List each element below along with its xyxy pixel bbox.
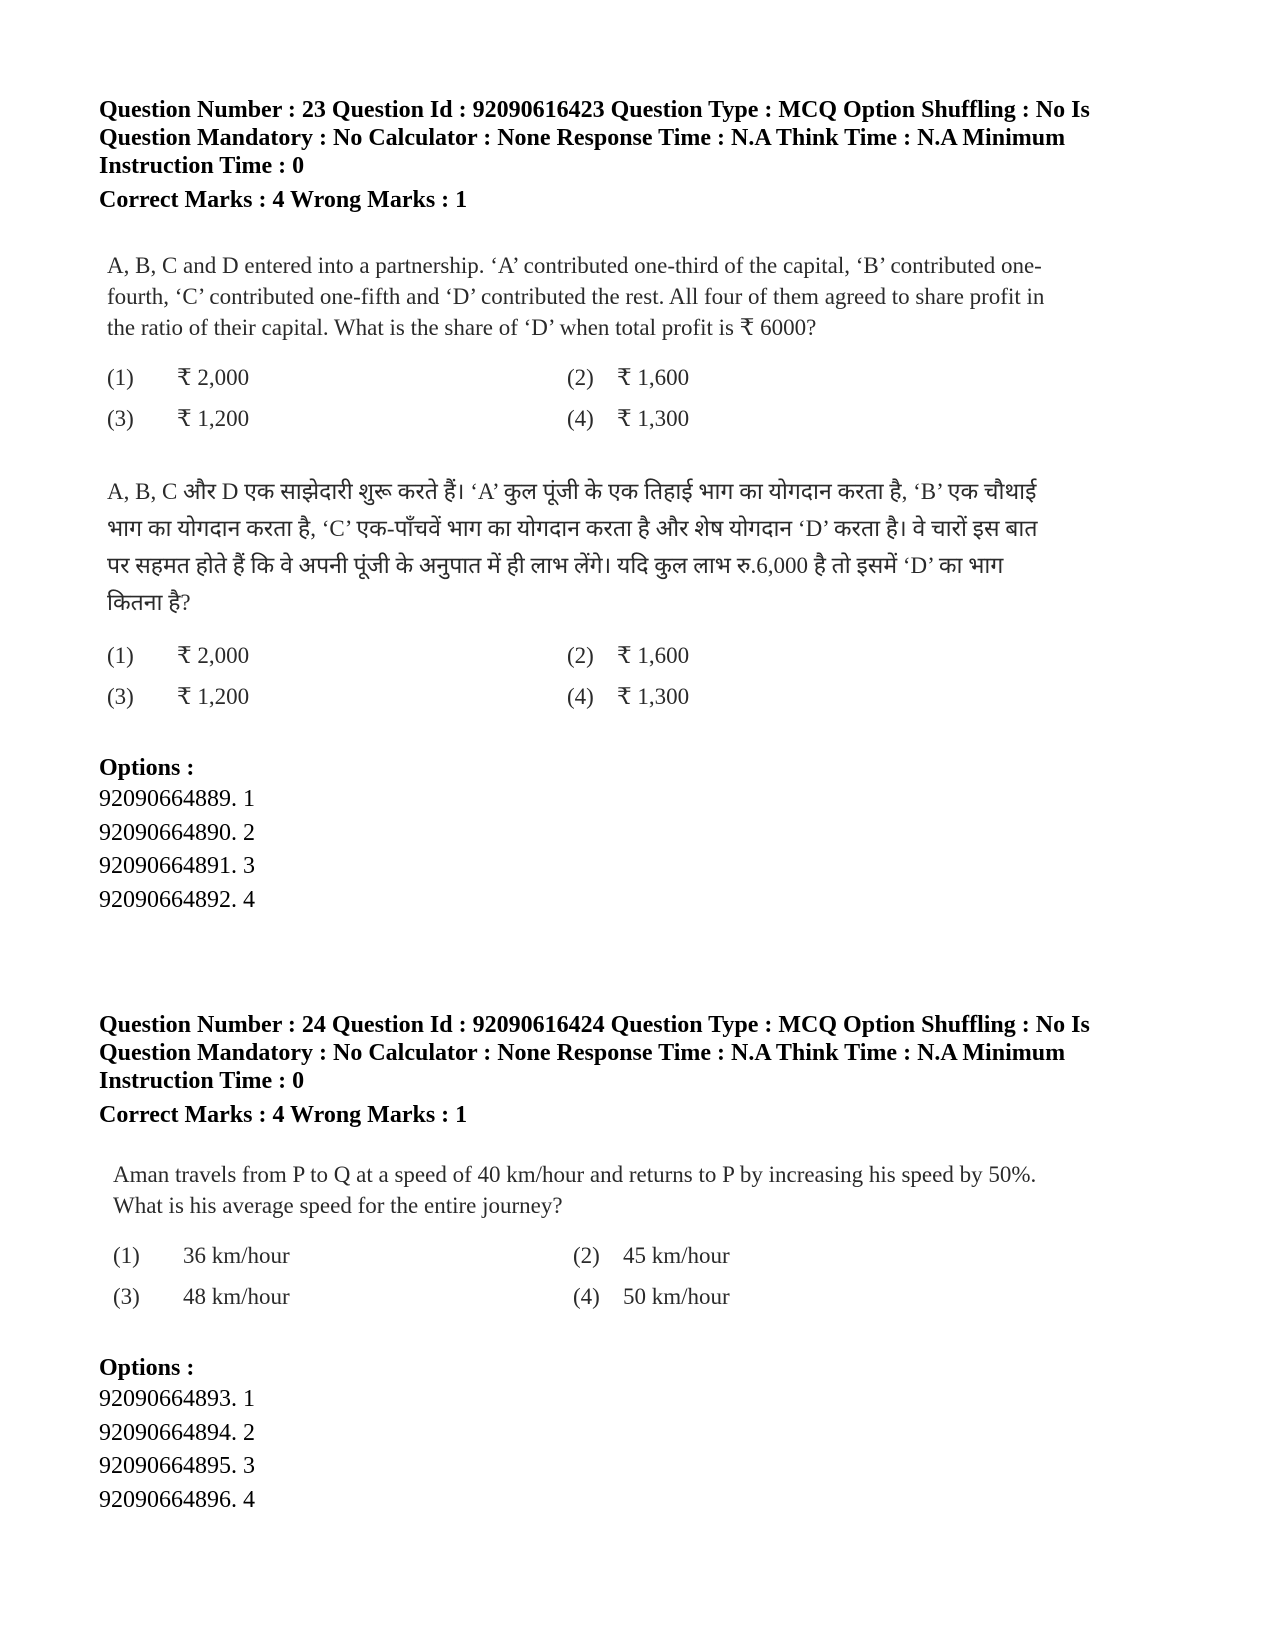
question-meta-line: Question Mandatory : No Calculator : None Response Time : N.A Think Time : N.A Minimum xyxy=(99,1040,1066,1066)
choice-value: ₹ 1,200 xyxy=(177,684,250,709)
choice-item xyxy=(113,1240,573,1272)
question-content xyxy=(99,250,1179,713)
choice-value: ₹ 1,600 xyxy=(617,365,690,390)
choice-item xyxy=(567,362,867,394)
choice-item xyxy=(107,403,567,435)
choice-grid-english xyxy=(113,1240,1179,1313)
choice-number: (1) xyxy=(107,643,134,668)
choice-value: 36 km/hour xyxy=(183,1243,290,1268)
question-block xyxy=(99,96,1179,917)
option-item: 92090664889. 1 xyxy=(99,786,255,812)
choice-value: ₹ 1,300 xyxy=(617,406,690,431)
choice-item xyxy=(573,1240,873,1272)
options-section xyxy=(99,1353,1179,1517)
choice-number: (4) xyxy=(567,684,594,709)
option-item: 92090664892. 4 xyxy=(99,886,255,913)
marks-line: Correct Marks : 4 Wrong Marks : 1 xyxy=(99,187,468,213)
question-meta-line: Instruction Time : 0 xyxy=(99,1068,305,1094)
choice-value: ₹ 1,300 xyxy=(617,684,690,709)
choice-number: (2) xyxy=(573,1243,600,1268)
choice-number: (3) xyxy=(107,684,134,709)
choice-number: (4) xyxy=(567,406,594,431)
choice-item xyxy=(107,362,567,394)
option-item: 92090664895. 3 xyxy=(99,1453,255,1479)
choice-item xyxy=(573,1281,873,1313)
question-block xyxy=(99,1011,1179,1517)
question-content xyxy=(99,1159,1179,1313)
choice-number: (3) xyxy=(113,1284,140,1309)
choice-value: ₹ 2,000 xyxy=(177,643,250,668)
options-section xyxy=(99,753,1179,917)
question-meta xyxy=(99,1011,1179,1095)
choice-item xyxy=(113,1281,573,1313)
choice-item xyxy=(567,640,867,672)
choice-number: (1) xyxy=(113,1243,140,1268)
question-meta-line: Question Mandatory : No Calculator : None Response Time : N.A Think Time : N.A Minimum xyxy=(99,125,1066,151)
marks-line: Correct Marks : 4 Wrong Marks : 1 xyxy=(99,1102,468,1128)
question-meta-line: Question Number : 23 Question Id : 92090616423 Question Type : MCQ Option Shuffling : No Is xyxy=(99,97,1090,123)
question-text-hindi: A, B, C और D एक साझेदारी शुरू करते हैं। ‘A’ कुल पूंजी के एक तिहाई भाग का योगदान करता है, ‘B’ एक चौथाई भाग का योगदान करता है, ‘C’ एक-पाँचवें भाग का योगदान करता है और शेष योगदान ‘D’ करता है। वे चारों इस बात पर सहमत होते हैं कि वे अपनी पूंजी के अनुपात में ही लाभ लेंगे। यदि कुल लाभ रु.6,000 है तो इसमें ‘D’ का भाग कितना है? xyxy=(107,479,1038,615)
options-heading: Options : xyxy=(99,755,195,781)
question-meta xyxy=(99,96,1179,180)
options-heading: Options : xyxy=(99,1355,195,1381)
choice-item xyxy=(567,681,867,713)
option-item: 92090664891. 3 xyxy=(99,853,255,879)
question-text-english: A, B, C and D entered into a partnership. ‘A’ contributed one-third of the capital, ‘B’ contributed one-fourth, ‘C’ contributed one-fifth and ‘D’ contributed the rest. All four of them agreed to share profit in the ratio of their capital. What is the share of ‘D’ when total profit is ₹ 6000? xyxy=(107,253,1045,340)
choice-item xyxy=(107,681,567,713)
choice-grid-english xyxy=(107,362,1179,435)
choice-value: ₹ 1,600 xyxy=(617,643,690,668)
choice-number: (2) xyxy=(567,365,594,390)
choice-item xyxy=(107,640,567,672)
option-item: 92090664893. 1 xyxy=(99,1386,255,1412)
option-item: 92090664894. 2 xyxy=(99,1419,255,1446)
choice-grid-hindi xyxy=(107,640,1179,713)
option-item: 92090664890. 2 xyxy=(99,819,255,846)
choice-number: (1) xyxy=(107,365,134,390)
choice-number: (2) xyxy=(567,643,594,668)
question-meta-line: Question Number : 24 Question Id : 92090616424 Question Type : MCQ Option Shuffling : No Is xyxy=(99,1012,1090,1038)
choice-number: (3) xyxy=(107,406,134,431)
choice-value: ₹ 1,200 xyxy=(177,406,250,431)
option-item: 92090664896. 4 xyxy=(99,1486,255,1513)
choice-value: 48 km/hour xyxy=(183,1284,290,1309)
choice-value: 45 km/hour xyxy=(623,1243,730,1268)
question-text-english: Aman travels from P to Q at a speed of 40 km/hour and returns to P by increasing his speed by 50%. What is his average speed for the entire journey? xyxy=(113,1162,1037,1218)
question-meta-line: Instruction Time : 0 xyxy=(99,153,305,179)
choice-value: 50 km/hour xyxy=(623,1284,730,1309)
choice-value: ₹ 2,000 xyxy=(177,365,250,390)
choice-item xyxy=(567,403,867,435)
choice-number: (4) xyxy=(573,1284,600,1309)
